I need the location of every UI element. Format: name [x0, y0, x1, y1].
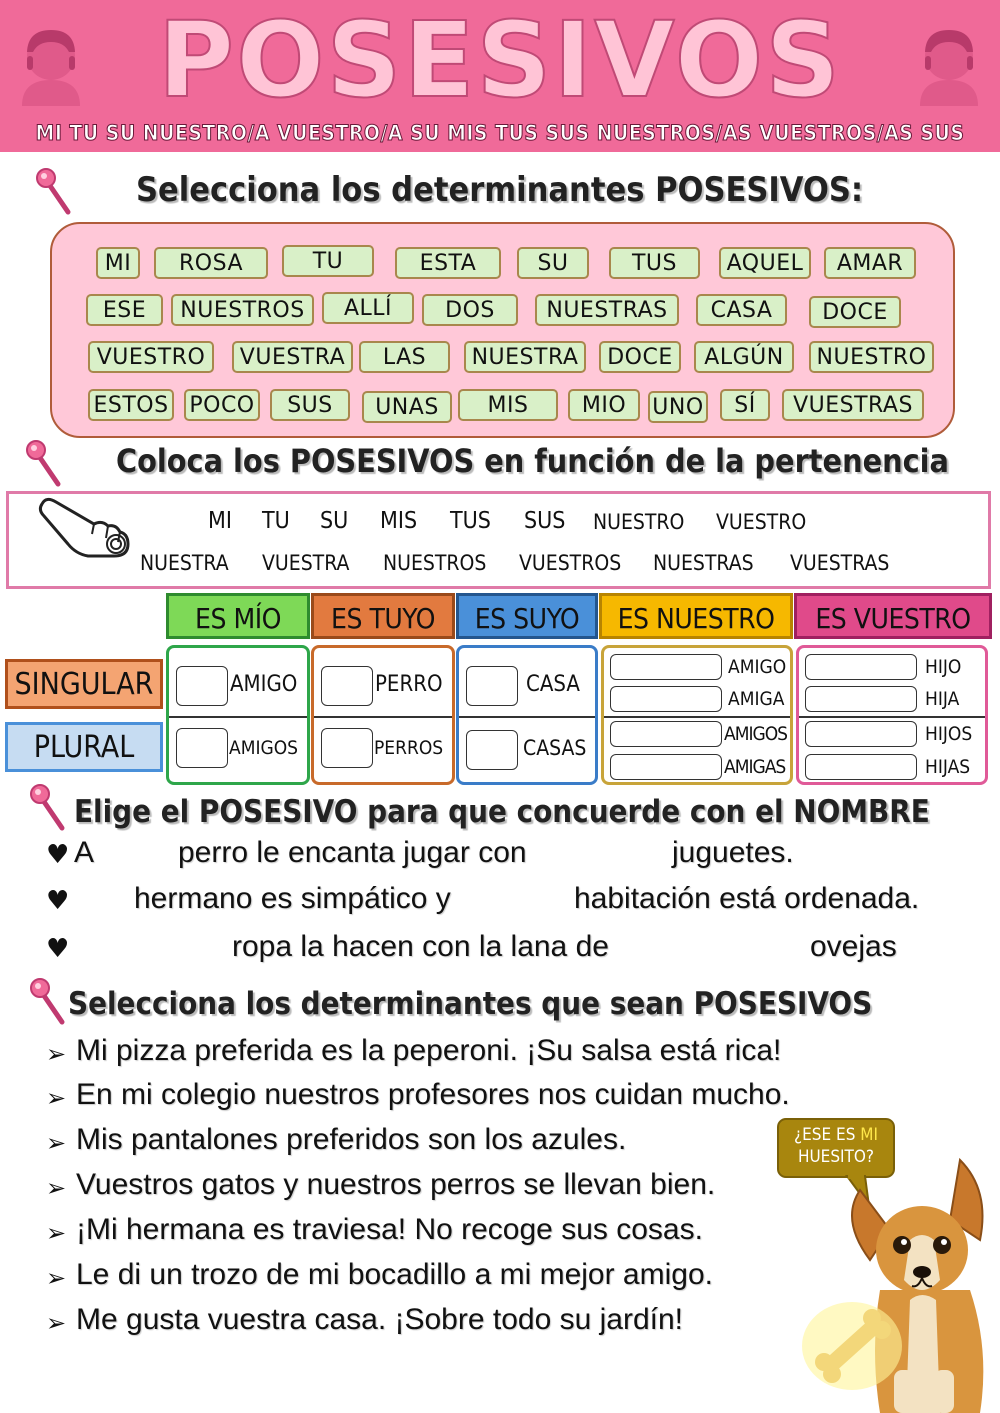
drop-slot[interactable] — [466, 666, 518, 706]
drop-slot[interactable] — [610, 721, 722, 747]
posesivo-draggable[interactable]: SUS — [524, 508, 566, 534]
column-header-tuyo: ES TUYO — [311, 593, 455, 639]
noun-label: AMIGO — [728, 656, 787, 678]
posesivo-draggable[interactable]: NUESTROS — [383, 551, 487, 575]
bullet-arrow-icon: ➢ — [46, 1309, 67, 1337]
noun-label: AMIGOS — [229, 737, 299, 759]
row-label-singular: SINGULAR — [5, 659, 163, 709]
sentence-fragment: juguetes. — [672, 836, 794, 869]
word-chip[interactable]: SÍ — [720, 389, 770, 421]
noun-label: HIJOS — [925, 723, 973, 745]
word-chip[interactable]: NUESTRA — [464, 341, 586, 373]
noun-label: CASA — [526, 672, 580, 697]
bullet-arrow-icon: ➢ — [46, 1219, 67, 1247]
word-chip[interactable]: ROSA — [154, 247, 268, 279]
bullet-arrow-icon: ➢ — [46, 1084, 67, 1112]
drop-slot[interactable] — [805, 686, 917, 712]
word-chip[interactable]: VUESTRA — [232, 341, 353, 373]
word-chip[interactable]: LAS — [359, 341, 450, 373]
drop-slot[interactable] — [610, 754, 722, 780]
page-subtitle: MI TU SU NUESTRO/A VUESTRO/A SU MIS TUS SUS NUESTROS/AS VUESTROS/AS SUS — [35, 121, 965, 145]
posesivo-draggable[interactable]: MIS — [380, 508, 418, 534]
drop-slot[interactable] — [805, 654, 917, 680]
noun-label: AMIGAS — [724, 756, 786, 778]
word-chip[interactable]: TU — [282, 245, 374, 277]
drop-slot[interactable] — [610, 686, 722, 712]
posesivo-draggable[interactable]: TUS — [450, 508, 491, 534]
word-chip[interactable]: CASA — [696, 294, 787, 326]
row-label-plural: PLURAL — [5, 722, 163, 772]
word-chip[interactable]: AMAR — [824, 247, 916, 279]
pin-icon — [34, 166, 76, 218]
word-chip[interactable]: MI — [96, 247, 140, 279]
word-chip[interactable]: DOCE — [599, 341, 681, 373]
noun-label: HIJA — [925, 688, 960, 710]
bubble-line1: ¿ESE ES — [794, 1125, 861, 1145]
posesivo-draggable[interactable]: TU — [262, 508, 290, 534]
noun-label: AMIGO — [230, 672, 298, 697]
word-chip[interactable]: ESTA — [395, 247, 501, 279]
word-chip[interactable]: UNO — [648, 391, 708, 423]
section3-heading: Elige el POSESIVO para que concuerde con el NOMBRE — [74, 794, 930, 830]
word-chip[interactable]: DOCE — [809, 296, 901, 328]
page-title: POSESIVOS — [157, 0, 843, 121]
noun-label: CASAS — [523, 736, 587, 760]
section2-heading: Coloca los POSESIVOS en función de la pertenencia — [116, 442, 949, 480]
posesivo-draggable[interactable]: MI — [208, 508, 232, 534]
sentence-fragment: perro le encanta jugar con — [178, 836, 527, 869]
heart-icon: ♥ — [46, 934, 70, 964]
posesivo-draggable[interactable]: NUESTRA — [140, 551, 229, 575]
column-header-mio: ES MÍO — [166, 593, 310, 639]
drop-slot[interactable] — [610, 654, 722, 680]
heart-icon: ♥ — [46, 840, 70, 870]
pin-icon — [24, 438, 66, 490]
bullet-arrow-icon: ➢ — [46, 1040, 67, 1068]
section4-heading: Selecciona los determinantes que sean POSESIVOS — [68, 986, 873, 1022]
selectable-sentence[interactable]: Me gusta vuestra casa. ¡Sobre todo su jardín! — [76, 1303, 683, 1336]
drop-slot[interactable] — [805, 754, 917, 780]
posesivo-draggable[interactable]: NUESTRAS — [653, 551, 754, 575]
posesivo-draggable[interactable]: VUESTRAS — [790, 551, 890, 575]
word-chip[interactable]: MIO — [568, 389, 640, 421]
drop-slot[interactable] — [176, 728, 228, 768]
selectable-sentence[interactable]: Vuestros gatos y nuestros perros se llevan bien. — [76, 1168, 716, 1201]
column-tuyo — [311, 645, 455, 785]
posesivo-draggable[interactable]: SU — [320, 508, 349, 534]
selectable-sentence[interactable]: Mis pantalones preferidos son los azules. — [76, 1123, 627, 1156]
bullet-arrow-icon: ➢ — [46, 1129, 67, 1157]
pin-icon — [28, 976, 70, 1028]
noun-label: PERRO — [375, 672, 443, 697]
section1-heading: Selecciona los determinantes POSESIVOS: — [136, 170, 864, 210]
pin-icon — [28, 782, 70, 834]
word-chip[interactable]: NUESTROS — [171, 294, 314, 326]
sentence-fragment: hermano es simpático y — [134, 882, 451, 915]
sentence-fragment: ovejas — [810, 930, 897, 963]
noun-label: HIJAS — [925, 756, 971, 778]
selectable-sentence[interactable]: En mi colegio nuestros profesores nos cuidan mucho. — [76, 1078, 790, 1111]
word-chip[interactable]: SU — [517, 247, 589, 279]
posesivo-draggable[interactable]: VUESTROS — [519, 551, 622, 575]
selectable-sentence[interactable]: ¡Mi hermana es traviesa! No recoge sus cosas. — [76, 1213, 703, 1246]
word-chip[interactable]: ESTOS — [88, 389, 174, 421]
word-chip[interactable]: VUESTRO — [88, 341, 214, 373]
drop-slot[interactable] — [176, 666, 228, 706]
column-suyo — [456, 645, 598, 785]
selectable-sentence[interactable]: Le di un trozo de mi bocadillo a mi mejor amigo. — [76, 1258, 713, 1291]
column-mio — [166, 645, 310, 785]
drop-slot[interactable] — [321, 728, 373, 768]
word-chip[interactable]: MIS — [458, 389, 558, 421]
noun-label: AMIGA — [728, 688, 785, 710]
column-vuestro — [796, 645, 988, 785]
posesivo-draggable[interactable]: VUESTRO — [716, 510, 807, 534]
word-chip[interactable]: VUESTRAS — [782, 389, 924, 421]
word-chip[interactable]: UNAS — [362, 391, 452, 423]
word-chip[interactable]: ALLÍ — [322, 292, 414, 324]
noun-label: PERROS — [374, 737, 444, 759]
column-header-nuestro: ES NUESTRO — [599, 593, 793, 639]
word-chip[interactable]: NUESTRO — [809, 341, 934, 373]
word-chip[interactable]: DOS — [422, 294, 518, 326]
heart-icon: ♥ — [46, 886, 70, 916]
word-chip[interactable]: ESE — [86, 294, 163, 326]
word-chip[interactable]: POCO — [184, 389, 260, 421]
drop-slot[interactable] — [466, 730, 518, 770]
word-chip[interactable]: NUESTRAS — [535, 294, 679, 326]
column-nuestro — [601, 645, 793, 785]
drop-slot[interactable] — [805, 721, 917, 747]
sentence-fragment: ropa la hacen con la lana de — [232, 930, 609, 963]
bubble-highlight: MI — [860, 1125, 878, 1145]
word-chip[interactable]: ALGÚN — [694, 341, 794, 373]
posesivo-draggable[interactable]: NUESTRO — [593, 510, 685, 534]
noun-label: HIJO — [925, 656, 962, 678]
column-header-vuestro: ES VUESTRO — [794, 593, 992, 639]
bullet-arrow-icon: ➢ — [46, 1264, 67, 1292]
word-chip[interactable]: TUS — [609, 247, 700, 279]
selectable-sentence[interactable]: Mi pizza preferida es la peperoni. ¡Su salsa está rica! — [76, 1034, 782, 1067]
noun-label: AMIGOS — [724, 723, 788, 745]
word-chip[interactable]: SUS — [270, 389, 350, 421]
posesivo-draggable[interactable]: VUESTRA — [262, 551, 350, 575]
drop-slot[interactable] — [321, 666, 373, 706]
pointing-hand-icon — [36, 494, 136, 562]
sentence-fragment: habitación está ordenada. — [574, 882, 920, 915]
word-chip[interactable]: AQUEL — [719, 247, 811, 279]
bullet-arrow-icon: ➢ — [46, 1174, 67, 1202]
bone-icon — [800, 1300, 905, 1392]
sentence-fragment: A — [74, 836, 95, 869]
column-header-suyo: ES SUYO — [456, 593, 598, 639]
bubble-line2: HUESITO? — [797, 1147, 875, 1167]
